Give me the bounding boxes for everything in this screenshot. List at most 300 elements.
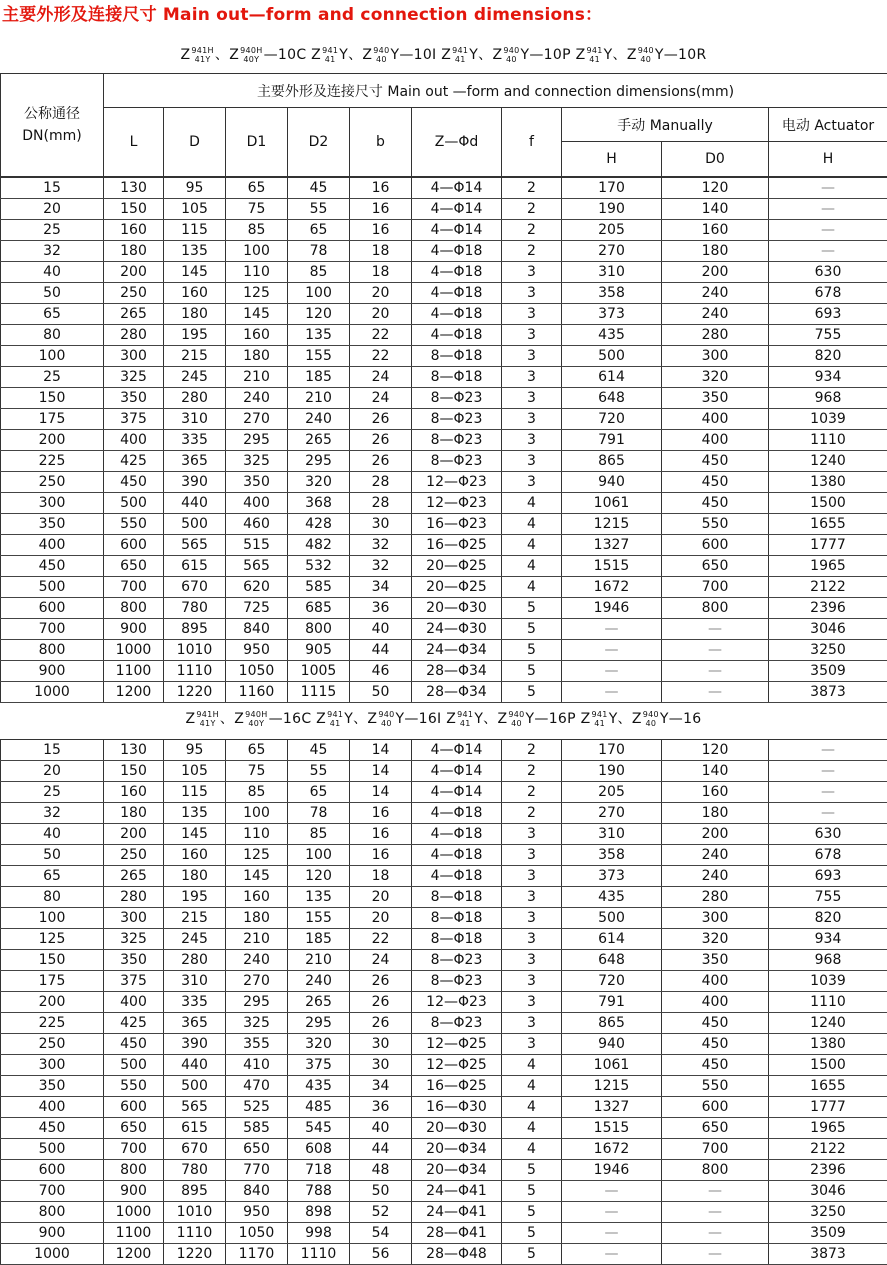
table-row (1, 1034, 887, 1055)
cell-f: 5 (502, 1160, 562, 1181)
cell-D2: 78 (288, 803, 350, 824)
cell-D: 390 (164, 1034, 226, 1055)
cell-manual-D0: — (662, 1244, 769, 1265)
cell-D: 565 (164, 1097, 226, 1118)
cell-dn: 250 (1, 472, 104, 493)
cell-D: 180 (164, 866, 226, 887)
cell-f: 4 (502, 577, 562, 598)
cell-f: 4 (502, 556, 562, 577)
cell-f: 5 (502, 1202, 562, 1223)
cell-D1: 295 (226, 430, 288, 451)
cell-b: 34 (350, 577, 412, 598)
cell-Zd: 12—Φ23 (412, 992, 502, 1013)
cell-manual-H: 373 (562, 304, 662, 325)
cell-L: 180 (104, 803, 164, 824)
cell-b: 16 (350, 845, 412, 866)
cell-f: 5 (502, 619, 562, 640)
cell-L: 450 (104, 472, 164, 493)
cell-D1: 295 (226, 992, 288, 1013)
cell-manual-D0: 450 (662, 1013, 769, 1034)
table-row (1, 619, 887, 640)
cell-dn: 80 (1, 325, 104, 346)
cell-D1: 725 (226, 598, 288, 619)
model-code-bottom: 41 (327, 719, 343, 728)
cell-f: 3 (502, 430, 562, 451)
cell-L: 550 (104, 514, 164, 535)
cell-b: 14 (350, 761, 412, 782)
cell-manual-H: 791 (562, 992, 662, 1013)
model-code-top: 940 (378, 710, 394, 719)
cell-b: 26 (350, 992, 412, 1013)
model-code-stack (191, 46, 214, 64)
table-row (1, 640, 887, 661)
table-row (1, 1013, 887, 1034)
cell-manual-H: 648 (562, 950, 662, 971)
cell-b: 16 (350, 803, 412, 824)
cell-L: 325 (104, 929, 164, 950)
cell-D: 245 (164, 367, 226, 388)
cell-manual-H: 720 (562, 409, 662, 430)
model-suffix: Y—10I (390, 47, 441, 63)
model-code-bottom: 41Y (196, 719, 219, 728)
cell-manual-H: — (562, 619, 662, 640)
model-suffix: 、 (215, 47, 229, 63)
cell-D: 135 (164, 803, 226, 824)
cell-actuator-H: 678 (769, 845, 887, 866)
cell-manual-H: 865 (562, 1013, 662, 1034)
cell-manual-D0: 140 (662, 761, 769, 782)
cell-f: 3 (502, 388, 562, 409)
cell-manual-H: — (562, 682, 662, 703)
cell-L: 160 (104, 782, 164, 803)
cell-b: 50 (350, 1181, 412, 1202)
model-code-stack (643, 710, 659, 728)
table-row (1, 971, 887, 992)
cell-L: 325 (104, 367, 164, 388)
table-row (1, 283, 887, 304)
table-row (1, 1160, 887, 1181)
cell-D: 335 (164, 992, 226, 1013)
cell-D2: 240 (288, 409, 350, 430)
cell-dn: 25 (1, 367, 104, 388)
cell-dn: 1000 (1, 1244, 104, 1265)
cell-L: 1100 (104, 1223, 164, 1244)
cell-D2: 435 (288, 1076, 350, 1097)
cell-manual-H: — (562, 661, 662, 682)
cell-L: 130 (104, 178, 164, 199)
main-caption: 主要外形及连接尺寸 Main out —form and connection dimensions(mm) (104, 74, 887, 108)
cell-actuator-H: 1240 (769, 451, 887, 472)
table-row (1, 740, 887, 761)
cell-manual-H: 720 (562, 971, 662, 992)
cell-Zd: 4—Φ18 (412, 325, 502, 346)
cell-manual-H: 435 (562, 325, 662, 346)
model-code-stack (196, 710, 219, 728)
cell-D1: 240 (226, 388, 288, 409)
cell-manual-D0: 350 (662, 388, 769, 409)
cell-actuator-H: 3873 (769, 682, 887, 703)
cell-Zd: 8—Φ23 (412, 950, 502, 971)
model-prefix: Z (362, 47, 372, 63)
cell-manual-D0: 400 (662, 430, 769, 451)
cell-D1: 75 (226, 199, 288, 220)
cell-manual-H: 170 (562, 178, 662, 199)
cell-b: 44 (350, 640, 412, 661)
cell-L: 425 (104, 451, 164, 472)
cell-b: 50 (350, 682, 412, 703)
cell-D: 135 (164, 241, 226, 262)
model-code-top: 941 (452, 46, 468, 55)
cell-Zd: 20—Φ34 (412, 1139, 502, 1160)
cell-dn: 600 (1, 1160, 104, 1181)
cell-manual-H: 270 (562, 241, 662, 262)
cell-D: 145 (164, 824, 226, 845)
cell-D: 145 (164, 262, 226, 283)
model-suffix: 、 (220, 711, 234, 727)
cell-D1: 325 (226, 451, 288, 472)
cell-actuator-H: 2396 (769, 1160, 887, 1181)
cell-manual-H: 310 (562, 824, 662, 845)
model-suffix: Y—16I (395, 711, 446, 727)
cell-dn: 80 (1, 887, 104, 908)
table-row (1, 1076, 887, 1097)
model-code-top: 940 (503, 46, 519, 55)
model-suffix: Y、 (344, 711, 367, 727)
cell-D: 1220 (164, 1244, 226, 1265)
model-suffix: Y、 (469, 47, 492, 63)
cell-manual-H: 435 (562, 887, 662, 908)
table-row (1, 782, 887, 803)
cell-L: 1200 (104, 1244, 164, 1265)
cell-f: 3 (502, 950, 562, 971)
cell-f: 2 (502, 803, 562, 824)
cell-D: 195 (164, 887, 226, 908)
cell-actuator-H: 3250 (769, 1202, 887, 1223)
cell-Zd: 8—Φ23 (412, 451, 502, 472)
cell-L: 650 (104, 1118, 164, 1139)
cell-D2: 55 (288, 199, 350, 220)
cell-manual-H: 310 (562, 262, 662, 283)
cell-manual-D0: 350 (662, 950, 769, 971)
cell-manual-H: 865 (562, 451, 662, 472)
cell-D2: 368 (288, 493, 350, 514)
cell-actuator-H: 934 (769, 367, 887, 388)
cell-D2: 545 (288, 1118, 350, 1139)
cell-manual-D0: 140 (662, 199, 769, 220)
cell-manual-H: 205 (562, 220, 662, 241)
cell-b: 32 (350, 535, 412, 556)
cell-D1: 620 (226, 577, 288, 598)
table-row (1, 661, 887, 682)
cell-Zd: 4—Φ18 (412, 824, 502, 845)
cell-actuator-H: 968 (769, 388, 887, 409)
cell-manual-D0: 650 (662, 1118, 769, 1139)
cell-manual-H: 190 (562, 199, 662, 220)
dimensions-table-1 (0, 177, 887, 703)
model-code-bottom: 40 (378, 719, 394, 728)
cell-actuator-H: 1380 (769, 1034, 887, 1055)
cell-b: 22 (350, 346, 412, 367)
cell-D: 160 (164, 283, 226, 304)
model-prefix: Z (632, 711, 642, 727)
cell-dn: 350 (1, 514, 104, 535)
cell-D1: 110 (226, 262, 288, 283)
cell-Zd: 24—Φ34 (412, 640, 502, 661)
cell-D1: 585 (226, 1118, 288, 1139)
cell-D2: 428 (288, 514, 350, 535)
cell-actuator-H: 755 (769, 887, 887, 908)
cell-manual-H: 1061 (562, 1055, 662, 1076)
cell-D: 1220 (164, 682, 226, 703)
table-row (1, 1097, 887, 1118)
cell-D1: 75 (226, 761, 288, 782)
table-row (1, 409, 887, 430)
model-code-bottom: 41 (587, 55, 603, 64)
cell-f: 3 (502, 866, 562, 887)
model-suffix: Y、 (604, 47, 627, 63)
cell-f: 5 (502, 598, 562, 619)
cell-D: 95 (164, 178, 226, 199)
model-code-stack (327, 710, 343, 728)
cell-Zd: 8—Φ23 (412, 409, 502, 430)
cell-D2: 100 (288, 845, 350, 866)
cell-dn: 200 (1, 992, 104, 1013)
dn-label-en: DN(mm) (1, 125, 103, 147)
cell-D1: 470 (226, 1076, 288, 1097)
cell-f: 3 (502, 346, 562, 367)
cell-manual-H: 205 (562, 782, 662, 803)
table-row (1, 577, 887, 598)
cell-D1: 400 (226, 493, 288, 514)
cell-actuator-H: 1380 (769, 472, 887, 493)
table-row (1, 514, 887, 535)
cell-b: 30 (350, 1034, 412, 1055)
cell-manual-D0: 550 (662, 514, 769, 535)
cell-manual-D0: 700 (662, 577, 769, 598)
cell-manual-D0: 240 (662, 845, 769, 866)
cell-D: 615 (164, 1118, 226, 1139)
cell-manual-D0: 320 (662, 367, 769, 388)
cell-b: 16 (350, 220, 412, 241)
cell-D: 310 (164, 971, 226, 992)
cell-L: 300 (104, 908, 164, 929)
cell-Zd: 8—Φ18 (412, 887, 502, 908)
cell-L: 280 (104, 325, 164, 346)
model-suffix: —10C (264, 47, 312, 63)
col-header-D: D (164, 108, 226, 177)
model-code-top: 941 (322, 46, 338, 55)
cell-D2: 135 (288, 887, 350, 908)
cell-f: 3 (502, 409, 562, 430)
cell-dn: 800 (1, 1202, 104, 1223)
cell-f: 3 (502, 992, 562, 1013)
cell-D2: 155 (288, 346, 350, 367)
table-row (1, 887, 887, 908)
cell-b: 26 (350, 409, 412, 430)
table-row (1, 803, 887, 824)
cell-b: 18 (350, 262, 412, 283)
cell-manual-D0: 160 (662, 220, 769, 241)
cell-Zd: 4—Φ18 (412, 845, 502, 866)
cell-b: 20 (350, 283, 412, 304)
section2-model-line (0, 702, 887, 736)
cell-L: 200 (104, 824, 164, 845)
cell-manual-D0: 240 (662, 304, 769, 325)
cell-L: 350 (104, 388, 164, 409)
cell-manual-D0: 700 (662, 1139, 769, 1160)
cell-f: 4 (502, 514, 562, 535)
cell-b: 28 (350, 493, 412, 514)
cell-actuator-H: 755 (769, 325, 887, 346)
cell-dn: 100 (1, 346, 104, 367)
cell-dn: 500 (1, 577, 104, 598)
col-header-f: f (502, 108, 562, 177)
cell-D1: 240 (226, 950, 288, 971)
cell-b: 44 (350, 1139, 412, 1160)
model-suffix: Y、 (609, 711, 632, 727)
cell-f: 3 (502, 472, 562, 493)
cell-D: 180 (164, 304, 226, 325)
cell-manual-H: 614 (562, 929, 662, 950)
table-row (1, 388, 887, 409)
cell-manual-D0: 650 (662, 556, 769, 577)
cell-L: 400 (104, 992, 164, 1013)
model-prefix: Z (576, 47, 586, 63)
dn-label-cn: 公称通径 (1, 103, 103, 125)
cell-D2: 788 (288, 1181, 350, 1202)
cell-actuator-H: 630 (769, 824, 887, 845)
cell-actuator-H: — (769, 220, 887, 241)
manual-header: 手动 Manually (562, 108, 769, 142)
cell-b: 20 (350, 887, 412, 908)
cell-manual-H: 373 (562, 866, 662, 887)
table-row (1, 1202, 887, 1223)
cell-D1: 125 (226, 845, 288, 866)
cell-manual-D0: 400 (662, 992, 769, 1013)
cell-manual-H: 791 (562, 430, 662, 451)
cell-D: 500 (164, 1076, 226, 1097)
model-code-stack (452, 46, 468, 64)
cell-D1: 160 (226, 887, 288, 908)
cell-D1: 515 (226, 535, 288, 556)
cell-D1: 1050 (226, 1223, 288, 1244)
model-code-top: 941 (587, 46, 603, 55)
cell-dn: 125 (1, 929, 104, 950)
cell-manual-D0: — (662, 1223, 769, 1244)
cell-manual-H: 1327 (562, 1097, 662, 1118)
model-prefix: Z (627, 47, 637, 63)
cell-L: 375 (104, 409, 164, 430)
cell-manual-D0: — (662, 619, 769, 640)
cell-dn: 800 (1, 640, 104, 661)
cell-L: 700 (104, 1139, 164, 1160)
model-code-stack (592, 710, 608, 728)
cell-manual-D0: 450 (662, 1055, 769, 1076)
cell-manual-D0: 450 (662, 472, 769, 493)
model-code-bottom: 40 (373, 55, 389, 64)
cell-actuator-H: — (769, 178, 887, 199)
cell-actuator-H: 820 (769, 346, 887, 367)
model-code-bottom: 41 (322, 55, 338, 64)
table-row (1, 304, 887, 325)
cell-D1: 100 (226, 803, 288, 824)
table-row (1, 325, 887, 346)
cell-actuator-H: 693 (769, 866, 887, 887)
cell-Zd: 20—Φ25 (412, 577, 502, 598)
cell-f: 4 (502, 493, 562, 514)
cell-L: 600 (104, 1097, 164, 1118)
cell-D1: 65 (226, 740, 288, 761)
table-row (1, 908, 887, 929)
col-header-D1: D1 (226, 108, 288, 177)
cell-manual-H: 940 (562, 472, 662, 493)
cell-D2: 45 (288, 178, 350, 199)
model-suffix: —16C (269, 711, 317, 727)
table-row (1, 262, 887, 283)
table-row (1, 199, 887, 220)
cell-dn: 175 (1, 971, 104, 992)
cell-manual-H: 170 (562, 740, 662, 761)
cell-manual-D0: — (662, 661, 769, 682)
cell-dn: 200 (1, 430, 104, 451)
cell-dn: 250 (1, 1034, 104, 1055)
cell-manual-H: 190 (562, 761, 662, 782)
cell-L: 800 (104, 1160, 164, 1181)
cell-f: 3 (502, 262, 562, 283)
cell-Zd: 16—Φ23 (412, 514, 502, 535)
cell-actuator-H: — (769, 803, 887, 824)
cell-manual-H: 648 (562, 388, 662, 409)
cell-D1: 840 (226, 1181, 288, 1202)
cell-manual-H: — (562, 1223, 662, 1244)
cell-D1: 270 (226, 409, 288, 430)
cell-dn: 150 (1, 388, 104, 409)
cell-dn: 32 (1, 803, 104, 824)
cell-manual-D0: 280 (662, 887, 769, 908)
table-row (1, 472, 887, 493)
cell-actuator-H: 630 (769, 262, 887, 283)
cell-actuator-H: 1655 (769, 1076, 887, 1097)
model-code-top: 941H (191, 46, 214, 55)
cell-f: 3 (502, 908, 562, 929)
cell-Zd: 16—Φ25 (412, 1076, 502, 1097)
model-code-top: 940 (643, 710, 659, 719)
cell-D: 1110 (164, 1223, 226, 1244)
cell-b: 16 (350, 824, 412, 845)
cell-D: 670 (164, 1139, 226, 1160)
cell-L: 400 (104, 430, 164, 451)
cell-D1: 210 (226, 367, 288, 388)
cell-dn: 700 (1, 619, 104, 640)
cell-f: 5 (502, 1244, 562, 1265)
cell-b: 14 (350, 782, 412, 803)
cell-b: 16 (350, 178, 412, 199)
cell-f: 2 (502, 740, 562, 761)
cell-D1: 210 (226, 929, 288, 950)
cell-D: 565 (164, 535, 226, 556)
table-row (1, 824, 887, 845)
cell-L: 130 (104, 740, 164, 761)
cell-D: 310 (164, 409, 226, 430)
cell-b: 54 (350, 1223, 412, 1244)
cell-L: 265 (104, 304, 164, 325)
cell-actuator-H: 1777 (769, 1097, 887, 1118)
cell-f: 5 (502, 1223, 562, 1244)
cell-f: 3 (502, 451, 562, 472)
cell-manual-D0: 200 (662, 262, 769, 283)
cell-L: 550 (104, 1076, 164, 1097)
model-code-stack (508, 710, 524, 728)
